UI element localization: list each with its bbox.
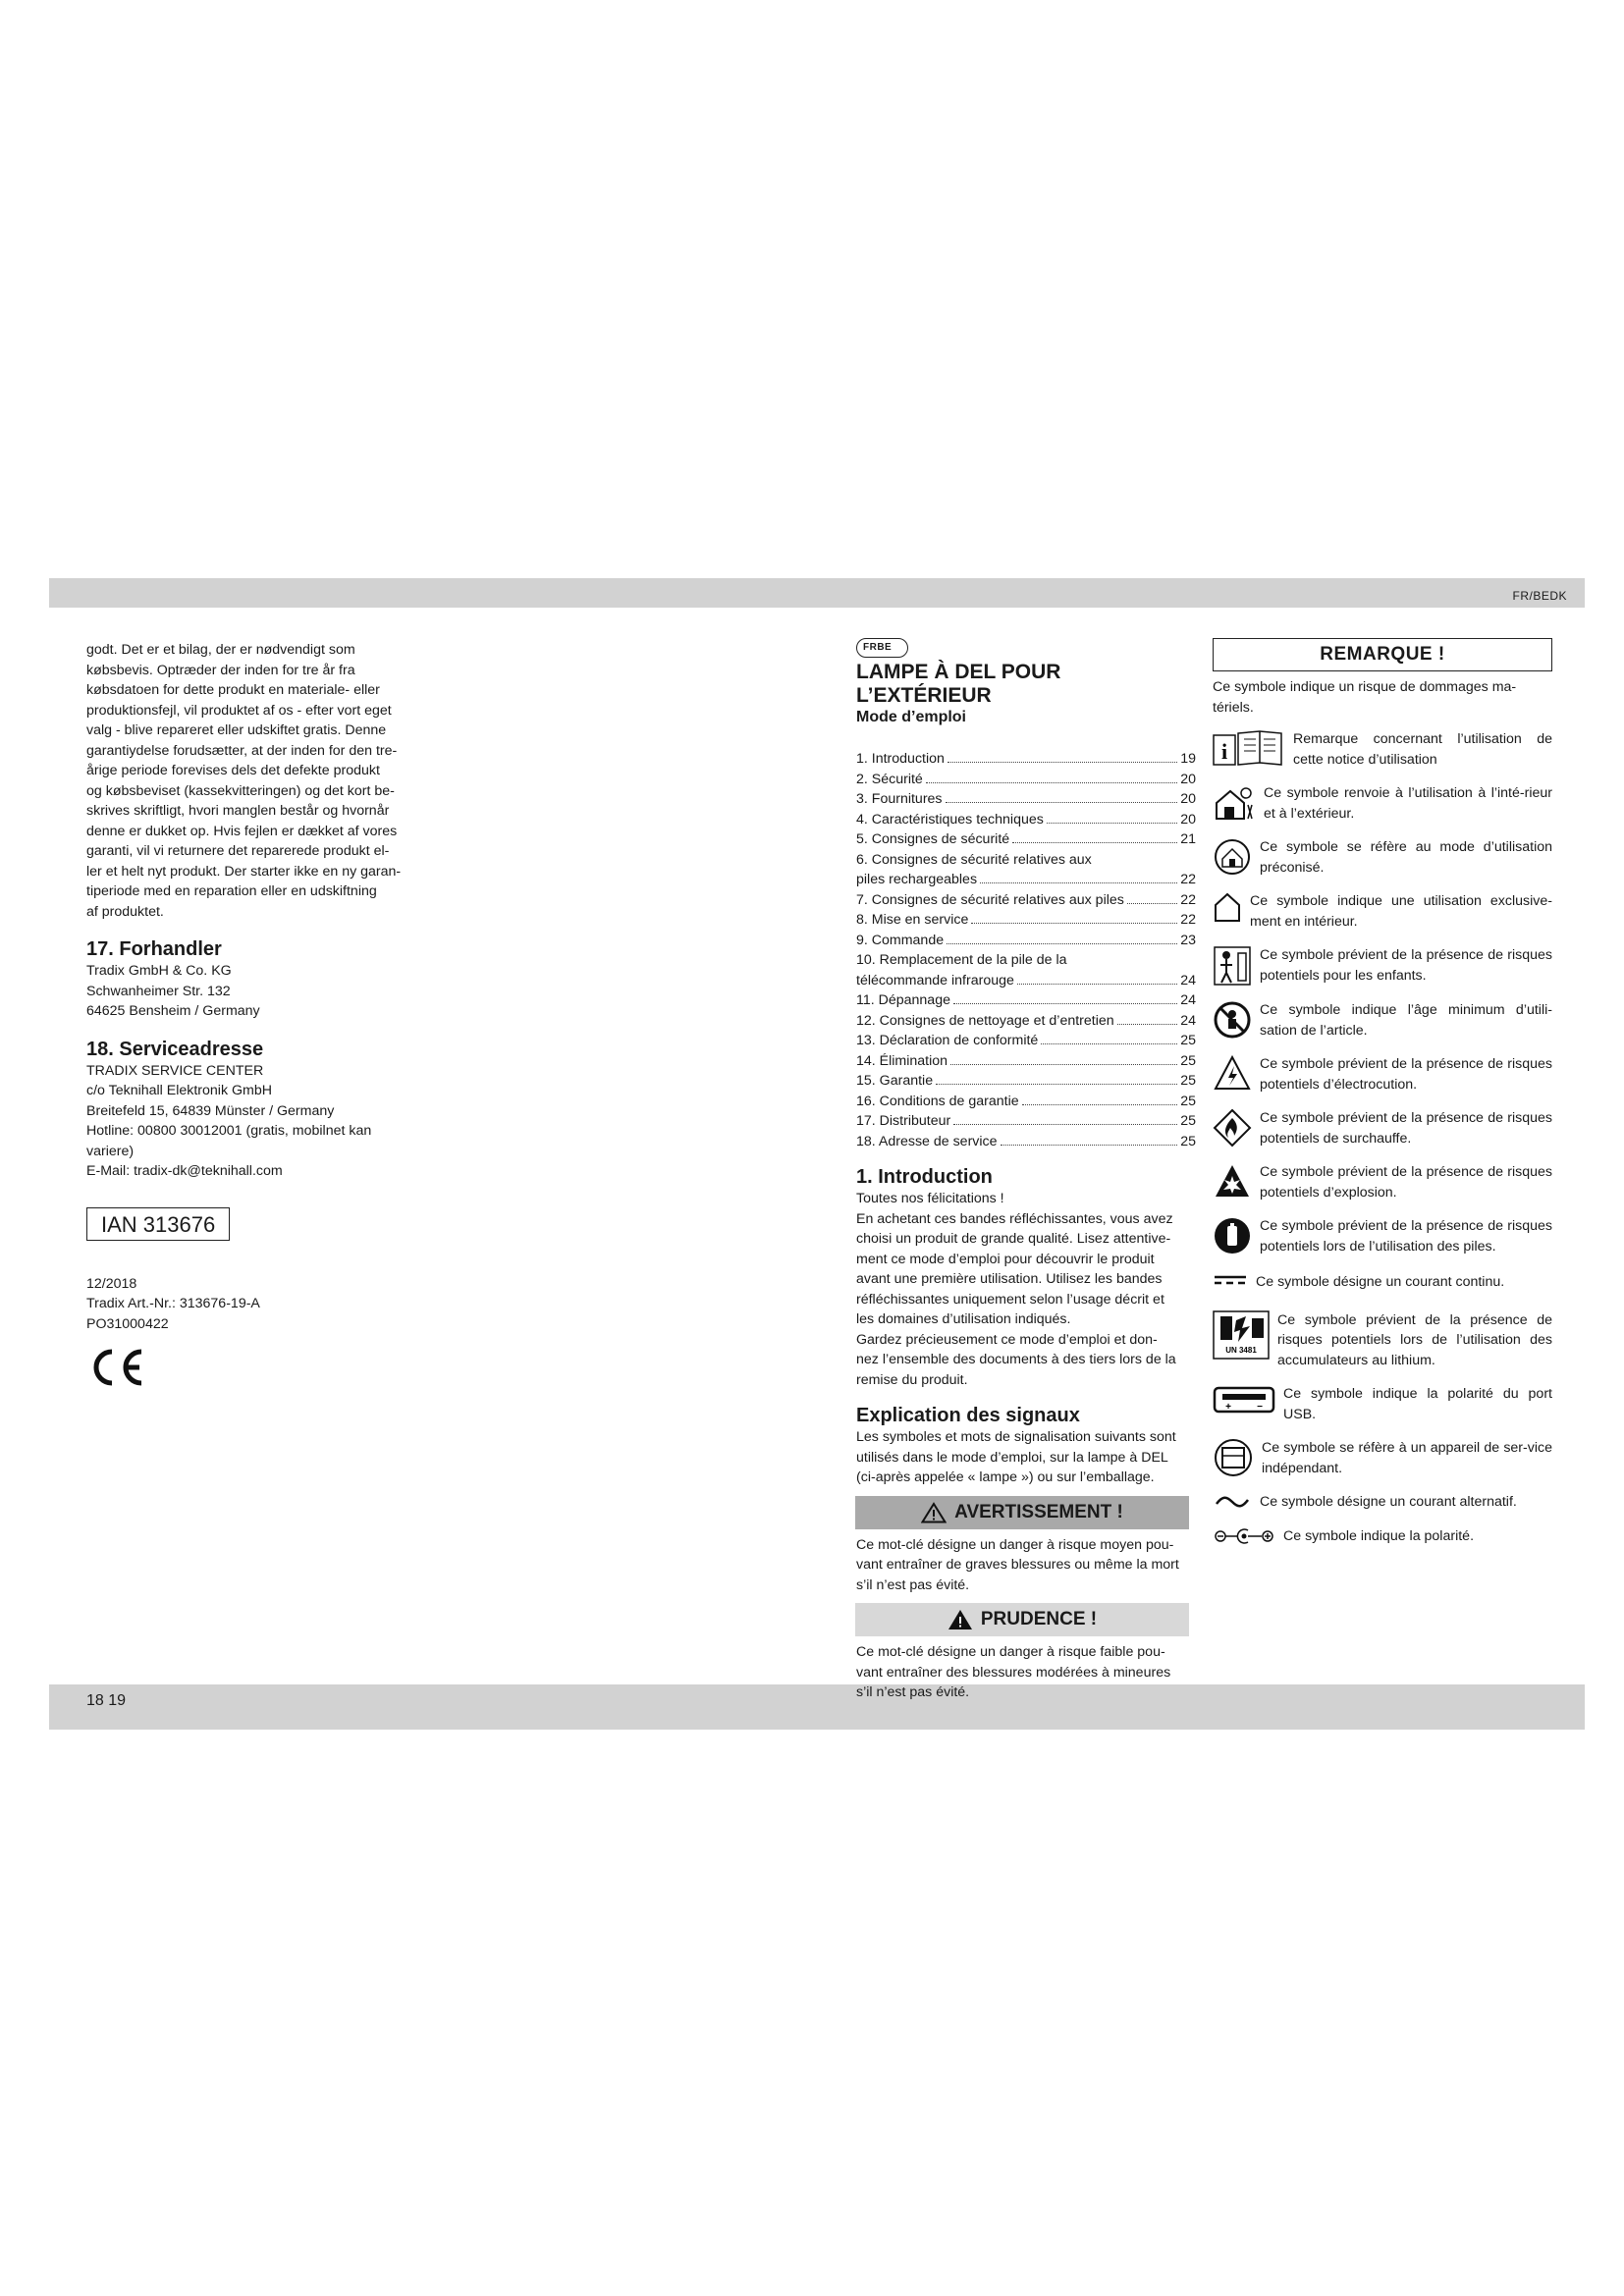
toc-item[interactable]: 14. Élimination 25 [856,1052,1196,1069]
text-line: købsdatoen for dette produkt en materiale- eller [86,682,380,698]
address-line: 64625 Bensheim / Germany [86,1003,260,1019]
text-line: remise du produit. [856,1371,968,1388]
text-line: af produktet. [86,903,164,920]
text-line: garantiydelse forudsætter, at der inden for den tre- [86,742,398,759]
symbol-row [1213,1310,1552,1371]
symbol-row [1213,837,1552,878]
toc-item[interactable]: 7. Consignes de sécurité relatives aux piles 22 [856,891,1196,908]
text-line: Ce mot-clé désigne un danger à risque moyen pou- [856,1536,1174,1553]
manual-title: LAMPE À DEL POUR L’EXTÉRIEUR [856,661,1061,708]
toc-item[interactable]: 11. Dépannage 24 [856,992,1196,1009]
caution-banner [855,1603,1189,1636]
notice-text [1213,677,1552,718]
text-line: Gardez précieusement ce mode d’emploi et don- [856,1331,1158,1348]
electric-shock-icon [1213,1054,1252,1092]
caution-text [856,1642,1196,1703]
toc-item[interactable]: 3. Fournitures 20 [856,791,1196,808]
language-badge: FRBE [856,638,908,658]
text-line: tiperiode med en reparation eller en udskiftning [86,883,377,899]
header-bar [49,578,1585,608]
mode-of-use-icon [1213,837,1252,877]
toc-item[interactable]: 17. Distributeur 25 [856,1113,1196,1130]
text-line: utilisés dans le mode d’emploi, sur la lampe à DEL [856,1449,1168,1466]
text-line: Ce mot-clé désigne un danger à risque faible pou- [856,1644,1165,1661]
toc-item[interactable]: 16. Conditions de garantie 25 [856,1093,1196,1109]
caution-triangle-icon [947,1609,973,1630]
article-number: Tradix Art.-Nr.: 313676-19-A [86,1296,260,1311]
text-line: En achetant ces bandes réfléchissantes, vous avez [856,1210,1173,1227]
warning-label: AVERTISSEMENT ! [954,1501,1123,1522]
toc-item[interactable]: 4. Caractéristiques techniques 20 [856,811,1196,828]
minimum-age-icon [1213,1000,1252,1040]
symbol-description: Ce symbole prévient de la présence de risques potentiels de surchauffe. [1260,1110,1552,1147]
symbol-description: Ce symbole prévient de la présence de risques potentiels d’explosion. [1260,1164,1552,1201]
toc-item[interactable]: piles rechargeables 22 [856,872,1196,888]
usb-polarity-icon [1213,1384,1275,1415]
toc-item[interactable]: 5. Consignes de sécurité 21 [856,831,1196,848]
notice-banner: REMARQUE ! [1213,638,1552,671]
middle-column [856,636,1196,1703]
symbol-description: Remarque concernant l’utilisation de cette notice d’utilisation [1293,731,1552,768]
address-line: Hotline: 00800 30012001 (gratis, mobilnet kan [86,1123,372,1139]
ce-mark-icon [86,1346,149,1389]
warning-triangle-icon [921,1502,947,1523]
symbol-row [1213,1526,1552,1547]
symbol-row [1213,1000,1552,1041]
text-line: denne er dukket op. Hvis fejlen er dækket af vores [86,823,398,839]
house-icon [1213,891,1242,923]
text-line: nez l’ensemble des documents à des tiers lors de la [856,1352,1176,1368]
service-heading: 18. Serviceadresse [86,1038,264,1060]
info-manual-icon [1213,729,1285,769]
toc-item[interactable]: 6. Consignes de sécurité relatives aux [856,851,1092,868]
toc-item[interactable]: télécommande infrarouge 24 [856,972,1196,988]
indoor-outdoor-icon [1213,783,1256,823]
symbol-row [1213,1272,1552,1293]
symbol-description: Ce symbole prévient de la présence de risques potentiels pour les enfants. [1260,947,1552,984]
dealer-heading: 17. Forhandler [86,938,222,960]
un-number-label: UN 3481 [1225,1345,1257,1355]
right-column [1213,638,1552,1546]
text-line: s’il n’est pas évité. [856,1576,970,1593]
warning-text [856,1535,1196,1596]
warranty-text [86,640,420,922]
toc-item[interactable]: 10. Remplacement de la pile de la [856,952,1067,969]
toc-item[interactable]: 18. Adresse de service 25 [856,1133,1196,1149]
introduction-heading: 1. Introduction [856,1166,993,1189]
explosion-icon [1213,1162,1252,1200]
address-line: variere) [86,1143,135,1159]
symbol-description: Ce symbole désigne un courant continu. [1256,1274,1505,1290]
toc-item[interactable]: 8. Mise en service 22 [856,912,1196,929]
direct-current-icon [1213,1272,1248,1288]
toc-item[interactable]: 2. Sécurité 20 [856,771,1196,787]
text-line: godt. Det er et bilag, der er nødvendigt som [86,642,355,658]
text-line: (ci-après appelée « lampe ») ou sur l’emballage. [856,1469,1155,1486]
toc-item[interactable]: 1. Introduction 19 [856,751,1196,768]
signals-heading: Explication des signaux [856,1405,1080,1427]
text-line: vant entraîner des blessures modérées à mineures [856,1664,1171,1681]
svg-text:i: i [1220,739,1228,764]
text-line: skrives skriftligt, hvori manglen består og hvornår [86,803,390,819]
address-line: Breitefeld 15, 64839 Münster / Germany [86,1102,335,1119]
address-line: c/o Teknihall Elektronik GmbH [86,1083,272,1098]
symbol-row [1213,1108,1552,1148]
address-line: Schwanheimer Str. 132 [86,983,231,999]
text-line: ler et helt nyt produkt. Der starter ikke en ny garan- [86,863,402,880]
symbol-row [1213,1054,1552,1095]
text-line: réfléchissantes uniquement selon l’usage décrit et [856,1291,1164,1308]
polarity-icon [1213,1526,1275,1546]
caution-label: PRUDENCE ! [980,1609,1098,1629]
date-code: 12/2018 [86,1275,137,1292]
text-line: garanti, vil vi returnere det reparerede produkt el- [86,843,390,859]
symbol-description: Ce symbole se réfère à un appareil de ser-vice indépendant. [1262,1440,1552,1476]
toc-item[interactable]: 15. Garantie 25 [856,1073,1196,1090]
text-line: s’il n’est pas évité. [856,1684,970,1701]
symbol-description: Ce symbole indique une utilisation exclusive-ment en intérieur. [1250,893,1552,930]
text-line: produktionsfejl, vil produktet af os - efter vort eget [86,702,392,719]
symbol-description: Ce symbole prévient de la présence de risques potentiels d’électrocution. [1260,1056,1552,1093]
text-line: choisi un produit de grande qualité. Lisez attentive- [856,1231,1171,1248]
independent-device-icon [1213,1438,1254,1477]
text-line: avant une première utilisation. Utilisez les bandes [856,1271,1163,1288]
symbol-description: Ce symbole prévient de la présence de risques potentiels lors de l’utilisation des accumulateurs au lithium. [1277,1311,1552,1368]
page-numbers: 18 19 [86,1692,127,1709]
introduction-text [856,1189,1196,1390]
left-column [86,640,420,1396]
text-line: årige periode forevises dels det defekte produkt [86,763,380,778]
warning-banner [855,1496,1189,1529]
service-address [86,1061,420,1182]
symbol-description: Ce symbole indique la polarité du port USB. [1283,1386,1552,1422]
text-line: vant entraîner de graves blessures ou même la mort [856,1557,1179,1574]
email-line: E-Mail: tradix-dk@teknihall.com [86,1163,283,1179]
symbol-row [1213,1384,1552,1424]
symbol-description: Ce symbole se réfère au mode d’utilisation préconisé. [1260,839,1552,876]
symbol-row [1213,891,1552,932]
symbol-description: Ce symbole prévient de la présence de risques potentiels lors de l’utilisation des piles. [1260,1218,1552,1255]
svg-text:−: − [1257,1402,1263,1413]
table-of-contents [856,749,1196,1151]
text-line: valg - blive repareret eller udskiftet gratis. Denne [86,722,387,738]
child-hazard-icon [1213,945,1252,987]
po-number: PO31000422 [86,1315,169,1332]
text-line: Ce symbole indique un risque de dommages ma- [1213,679,1517,695]
text-line: tériels. [1213,699,1254,716]
toc-item[interactable]: 12. Consignes de nettoyage et d’entretien 24 [856,1012,1196,1029]
battery-hazard-icon [1213,1216,1252,1255]
toc-item[interactable]: 9. Commande 23 [856,932,1196,948]
symbol-description: Ce symbole indique la polarité. [1283,1527,1475,1544]
text-line: Toutes nos félicitations ! [856,1191,1004,1207]
lithium-battery-icon [1213,1310,1270,1360]
alternating-current-icon [1213,1492,1252,1512]
symbol-row [1213,1216,1552,1256]
symbol-row [1213,783,1552,824]
symbol-description: Ce symbole désigne un courant alternatif. [1260,1494,1517,1510]
text-line: og købsbeviset (kassekvitteringen) og det kort be- [86,782,395,799]
address-line: TRADIX SERVICE CENTER [86,1062,264,1079]
dealer-address [86,961,420,1022]
overheating-icon [1213,1108,1252,1148]
svg-text:+: + [1225,1402,1231,1413]
symbol-description: Ce symbole renvoie à l’utilisation à l’inté-rieur et à l’extérieur. [1264,785,1552,822]
address-line: Tradix GmbH & Co. KG [86,963,232,979]
symbol-row [1213,729,1552,770]
language-code: FR/BEDK [1512,589,1567,603]
symbol-row [1213,1162,1552,1202]
toc-item[interactable]: 13. Déclaration de conformité 25 [856,1033,1196,1049]
ian-number-box: IAN 313676 [86,1207,230,1241]
footer-bar [49,1684,1585,1730]
text-line: købsbevis. Optræder der inden for tre år fra [86,662,355,678]
signals-text [856,1427,1196,1488]
symbol-row [1213,1492,1552,1513]
symbol-description: Ce symbole indique l’âge minimum d’utili-sation de l’article. [1260,1002,1552,1039]
text-line: ment ce mode d’emploi pour découvrir le produit [856,1251,1155,1267]
text-line: les domaines d’utilisation indiqués. [856,1311,1071,1328]
symbol-row [1213,1438,1552,1478]
manual-subtitle: Mode d’emploi [856,709,966,726]
text-line: Les symboles et mots de signalisation suivants sont [856,1429,1176,1446]
symbol-row [1213,945,1552,987]
